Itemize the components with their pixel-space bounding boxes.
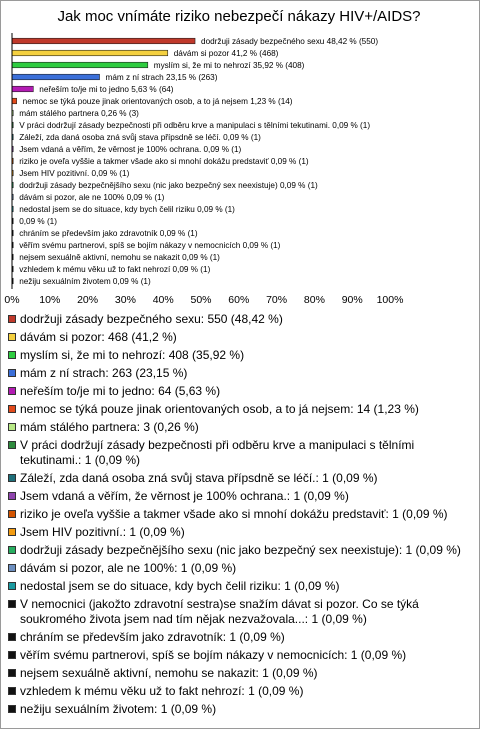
legend-item bbox=[8, 384, 470, 399]
legend-item bbox=[8, 507, 470, 522]
legend-swatch bbox=[8, 387, 16, 395]
legend-item bbox=[8, 630, 470, 645]
bar-label-5: neřeším to/je mi to jedno 5,63 % (64) bbox=[39, 85, 174, 94]
bar-label-21: nežiju sexuálním životem 0,09 % (1) bbox=[19, 277, 151, 286]
bar-label-13: dodržuji zásady bezpečnějšího sexu (nic jako bezpečný sex neexistuje) 0,09 % (1) bbox=[19, 181, 318, 190]
bar-label-2: dávám si pozor 41,2 % (468) bbox=[173, 49, 279, 58]
legend-item bbox=[8, 348, 470, 363]
chart-title: Jak moc vnímáte riziko nebezpečí nákazy HIV+/AIDS? bbox=[57, 8, 421, 25]
bar-label-18: věřím svému partnerovi, spíš se bojím nákazy v nemocnicích 0,09 % (1) bbox=[19, 241, 281, 250]
legend-item bbox=[8, 702, 470, 717]
bar-4 bbox=[12, 74, 100, 80]
legend-swatch bbox=[8, 600, 16, 608]
legend-item bbox=[8, 330, 470, 345]
bar-5 bbox=[12, 86, 33, 92]
legend-item bbox=[8, 666, 470, 681]
legend-swatch bbox=[8, 510, 16, 518]
bar-label-16: 0,09 % (1) bbox=[19, 217, 57, 226]
bar-label-9: Záleží, zda daná osoba zná svůj stava přípsdně se léčí. 0,09 % (1) bbox=[19, 133, 261, 142]
bar-label-12: Jsem HIV pozitivní. 0,09 % (1) bbox=[19, 169, 130, 178]
legend-label: věřím svému partnerovi, spíš se bojím nákazy v nemocnicích: 1 (0,09 %) bbox=[20, 648, 407, 662]
x-tick-label: 60% bbox=[228, 294, 250, 306]
x-tick-label: 0% bbox=[4, 294, 20, 306]
legend-swatch bbox=[8, 351, 16, 359]
legend-swatch bbox=[8, 582, 16, 590]
x-tick-label: 20% bbox=[77, 294, 99, 306]
legend-item bbox=[8, 471, 470, 486]
legend-label: nejsem sexuálně aktivní, nemohu se nakazit: 1 (0,09 %) bbox=[20, 666, 318, 680]
legend-swatch bbox=[8, 315, 16, 323]
legend-item bbox=[8, 312, 470, 327]
x-tick-label: 80% bbox=[303, 294, 325, 306]
legend-label: dávám si pozor, ale ne 100%: 1 (0,09 %) bbox=[20, 561, 237, 575]
legend-label: Záleží, zda daná osoba zná svůj stava přípsdně se léčí.: 1 (0,09 %) bbox=[20, 471, 378, 485]
bar-label-4: mám z ní strach 23,15 % (263) bbox=[105, 73, 218, 82]
bar-label-20: vzhledem k mému věku už to fakt nehrozí 0,09 % (1) bbox=[19, 265, 211, 274]
x-tick-label: 100% bbox=[376, 294, 404, 306]
x-tick-label: 10% bbox=[39, 294, 61, 306]
legend-swatch bbox=[8, 405, 16, 413]
legend-label: V práci dodržují zásady bezpečnosti při odběru krve a manipulaci s tělními tekutinami.: 1 (0,09 %) bbox=[20, 438, 415, 467]
legend-item bbox=[8, 684, 470, 699]
legend-label: V nemocnici (jakožto zdravotní sestra)se snažím dávat si pozor. Co se týká soukromého života jsem nad tím nějak nezvažovala...: 1 (0,09 %) bbox=[20, 597, 419, 626]
x-tick-label: 40% bbox=[152, 294, 174, 306]
legend-label: Jsem HIV pozitivní.: 1 (0,09 %) bbox=[20, 525, 185, 539]
bar-3 bbox=[12, 62, 148, 68]
legend-item bbox=[8, 402, 470, 417]
bar-label-15: nedostal jsem se do situace, kdy bych čelil riziku 0,09 % (1) bbox=[19, 205, 235, 214]
x-tick-label: 90% bbox=[341, 294, 363, 306]
legend-item bbox=[8, 489, 470, 504]
legend-swatch bbox=[8, 669, 16, 677]
legend-item bbox=[8, 366, 470, 381]
legend-swatch bbox=[8, 687, 16, 695]
legend-label: dodržuji zásady bezpečnějšího sexu (nic jako bezpečný sex neexistuje): 1 (0,09 %) bbox=[20, 543, 461, 557]
bar-1 bbox=[12, 38, 195, 44]
bar-label-14: dávám si pozor, ale ne 100% 0,09 % (1) bbox=[19, 193, 165, 202]
legend-swatch bbox=[8, 564, 16, 572]
legend-label: chráním se především jako zdravotník: 1 (0,09 %) bbox=[20, 630, 285, 644]
bar-label-3: myslím si, že mi to nehrozí 35,92 % (408) bbox=[153, 61, 305, 70]
legend-label: nedostal jsem se do situace, kdy bych čelil riziku: 1 (0,09 %) bbox=[20, 579, 340, 593]
legend-label: vzhledem k mému věku už to fakt nehrozí: 1 (0,09 %) bbox=[20, 684, 304, 698]
bar-label-6: nemoc se týká pouze jinak orientovaných osob, a to já nejsem 1,23 % (14) bbox=[22, 97, 293, 106]
bar-label-19: nejsem sexuálně aktivní, nemohu se nakazit 0,09 % (1) bbox=[19, 253, 220, 262]
legend-item bbox=[8, 438, 470, 468]
chart-legend bbox=[8, 312, 470, 720]
legend-item bbox=[8, 525, 470, 540]
legend-item bbox=[8, 597, 470, 627]
bar-label-1: dodržuji zásady bezpečného sexu 48,42 % (550) bbox=[201, 37, 379, 46]
legend-label: nemoc se týká pouze jinak orientovaných osob, a to já nejsem: 14 (1,23 %) bbox=[20, 402, 419, 416]
bar-6 bbox=[12, 98, 17, 104]
legend-swatch bbox=[8, 492, 16, 500]
legend-label: mám stálého partnera: 3 (0,26 %) bbox=[20, 420, 199, 434]
legend-swatch bbox=[8, 441, 16, 449]
legend-label: myslím si, že mi to nehrozí: 408 (35,92 %) bbox=[20, 348, 245, 362]
legend-item bbox=[8, 543, 470, 558]
legend-swatch bbox=[8, 528, 16, 536]
legend-label: mám z ní strach: 263 (23,15 %) bbox=[20, 366, 188, 380]
x-tick-label: 30% bbox=[114, 294, 136, 306]
legend-label: dodržuji zásady bezpečného sexu: 550 (48,42 %) bbox=[20, 312, 283, 326]
legend-item bbox=[8, 648, 470, 663]
legend-label: nežiju sexuálním životem: 1 (0,09 %) bbox=[20, 702, 217, 716]
legend-item bbox=[8, 420, 470, 435]
legend-swatch bbox=[8, 705, 16, 713]
bar-chart bbox=[0, 0, 480, 310]
legend-label: neřeším to/je mi to jedno: 64 (5,63 %) bbox=[20, 384, 221, 398]
legend-swatch bbox=[8, 651, 16, 659]
legend-item bbox=[8, 579, 470, 594]
legend-label: dávám si pozor: 468 (41,2 %) bbox=[20, 330, 177, 344]
legend-swatch bbox=[8, 474, 16, 482]
x-tick-label: 70% bbox=[266, 294, 288, 306]
bar-label-10: Jsem vdaná a věřím, že věrnost je 100% ochrana. 0,09 % (1) bbox=[19, 145, 242, 154]
x-tick-label: 50% bbox=[190, 294, 212, 306]
legend-swatch bbox=[8, 333, 16, 341]
bar-2 bbox=[12, 50, 168, 56]
bar-label-8: V práci dodržují zásady bezpečnosti při odběru krve a manipulaci s tělními tekutinami. 0,09 % (1) bbox=[19, 121, 371, 130]
legend-item bbox=[8, 561, 470, 576]
legend-swatch bbox=[8, 423, 16, 431]
legend-label: riziko je oveľa vyššie a takmer všade ako si mnohí dokážu predstaviť: 1 (0,09 %) bbox=[20, 507, 448, 521]
legend-swatch bbox=[8, 633, 16, 641]
bar-label-11: riziko je oveľa vyššie a takmer všade ako si mnohí dokážu predstaviť 0,09 % (1) bbox=[19, 157, 309, 166]
legend-swatch bbox=[8, 546, 16, 554]
legend-swatch bbox=[8, 369, 16, 377]
bar-label-17: chráním se především jako zdravotník 0,09 % (1) bbox=[19, 229, 198, 238]
legend-label: Jsem vdaná a věřím, že věrnost je 100% ochrana.: 1 (0,09 %) bbox=[20, 489, 349, 503]
bar-label-7: mám stálého partnera 0,26 % (3) bbox=[19, 109, 139, 118]
